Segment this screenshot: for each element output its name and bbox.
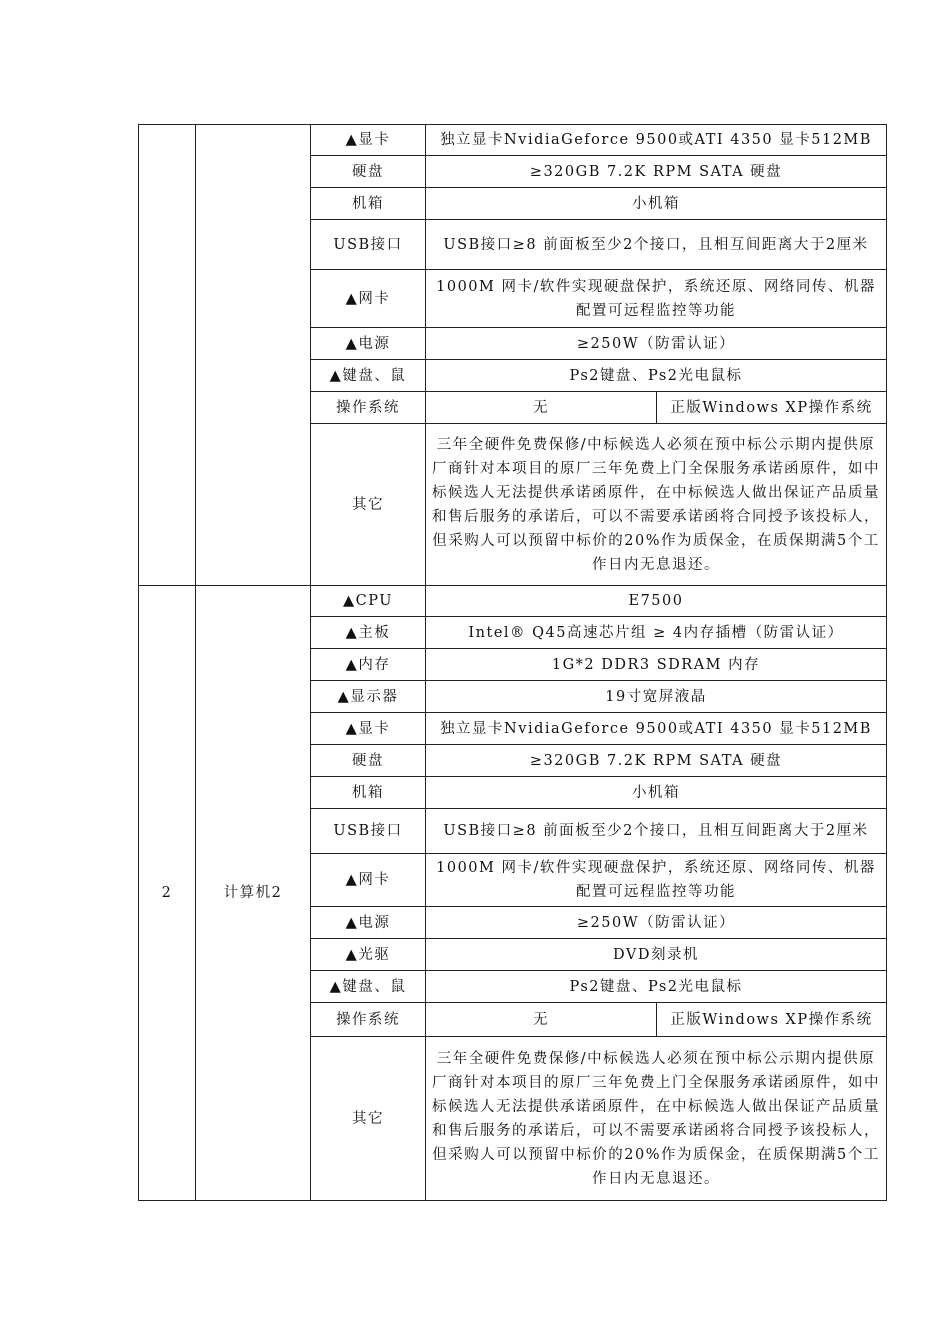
- spec-label: ▲显示器: [311, 681, 426, 713]
- spec-label: ▲网卡: [311, 854, 426, 907]
- spec-value: 三年全硬件免费保修/中标候选人必须在预中标公示期内提供原厂商针对本项目的原厂三年免费上门全保服务承诺函原件，如中标候选人无法提供承诺函原件，在中标候选人做出保证产品质量和售后服务的承诺后，可以不需要承诺函将合同授予该投标人，但采购人可以预留中标价的20%作为质保金，在质保期满5个工作日内无息退还。: [426, 1037, 887, 1201]
- spec-value: DVD刻录机: [426, 939, 887, 971]
- spec-label: ▲显卡: [311, 713, 426, 745]
- spec-label: 机箱: [311, 777, 426, 809]
- spec-label: ▲键盘、鼠: [311, 971, 426, 1003]
- table-row: [139, 125, 887, 156]
- table-row: [139, 586, 887, 617]
- spec-value: 独立显卡NvidiaGeforce 9500或ATI 4350 显卡512MB: [426, 713, 887, 745]
- spec-value-a: 无: [426, 392, 657, 424]
- spec-value: USB接口≥8 前面板至少2个接口，且相互间距离大于2厘米: [426, 220, 887, 270]
- spec-value: ≥320GB 7.2K RPM SATA 硬盘: [426, 745, 887, 777]
- spec-value: 1000M 网卡/软件实现硬盘保护，系统还原、网络同传、机器配置可远程监控等功能: [426, 854, 887, 907]
- spec-label: 硬盘: [311, 745, 426, 777]
- spec-label: ▲电源: [311, 907, 426, 939]
- item-number-cell: 2: [139, 586, 196, 1201]
- spec-value-b: 正版Windows XP操作系统: [657, 1003, 887, 1037]
- spec-label: ▲光驱: [311, 939, 426, 971]
- spec-value: Ps2键盘、Ps2光电鼠标: [426, 360, 887, 392]
- spec-label: ▲网卡: [311, 270, 426, 328]
- spec-label: 操作系统: [311, 1003, 426, 1037]
- spec-value: 1G*2 DDR3 SDRAM 内存: [426, 649, 887, 681]
- spec-label: ▲键盘、鼠: [311, 360, 426, 392]
- spec-label: ▲CPU: [311, 586, 426, 617]
- spec-value: 小机箱: [426, 188, 887, 220]
- spec-label: ▲电源: [311, 328, 426, 360]
- spec-label: 操作系统: [311, 392, 426, 424]
- spec-label: ▲主板: [311, 617, 426, 649]
- spec-value: ≥250W（防雷认证）: [426, 328, 887, 360]
- spec-label: 其它: [311, 424, 426, 586]
- spec-label: 硬盘: [311, 156, 426, 188]
- spec-value: ≥320GB 7.2K RPM SATA 硬盘: [426, 156, 887, 188]
- spec-label: ▲内存: [311, 649, 426, 681]
- spec-value: 小机箱: [426, 777, 887, 809]
- item-name-cell: 计算机2: [196, 586, 311, 1201]
- spec-value: Intel® Q45高速芯片组 ≥ 4内存插槽（防雷认证）: [426, 617, 887, 649]
- spec-label: 其它: [311, 1037, 426, 1201]
- spec-value: 三年全硬件免费保修/中标候选人必须在预中标公示期内提供原厂商针对本项目的原厂三年免费上门全保服务承诺函原件，如中标候选人无法提供承诺函原件，在中标候选人做出保证产品质量和售后服务的承诺后，可以不需要承诺函将合同授予该投标人，但采购人可以预留中标价的20%作为质保金，在质保期满5个工作日内无息退还。: [426, 424, 887, 586]
- spec-value: Ps2键盘、Ps2光电鼠标: [426, 971, 887, 1003]
- item-name-cell: [196, 125, 311, 586]
- spec-table: [138, 124, 887, 1201]
- spec-label: 机箱: [311, 188, 426, 220]
- spec-value-a: 无: [426, 1003, 657, 1037]
- spec-label: USB接口: [311, 809, 426, 854]
- spec-value: USB接口≥8 前面板至少2个接口，且相互间距离大于2厘米: [426, 809, 887, 854]
- spec-value: 独立显卡NvidiaGeforce 9500或ATI 4350 显卡512MB: [426, 125, 887, 156]
- spec-label: USB接口: [311, 220, 426, 270]
- item-number-cell: [139, 125, 196, 586]
- spec-label: ▲显卡: [311, 125, 426, 156]
- spec-value: ≥250W（防雷认证）: [426, 907, 887, 939]
- spec-value: 19寸宽屏液晶: [426, 681, 887, 713]
- spec-value: E7500: [426, 586, 887, 617]
- spec-table-body: [139, 125, 887, 1201]
- spec-value-b: 正版Windows XP操作系统: [657, 392, 887, 424]
- spec-value: 1000M 网卡/软件实现硬盘保护，系统还原、网络同传、机器配置可远程监控等功能: [426, 270, 887, 328]
